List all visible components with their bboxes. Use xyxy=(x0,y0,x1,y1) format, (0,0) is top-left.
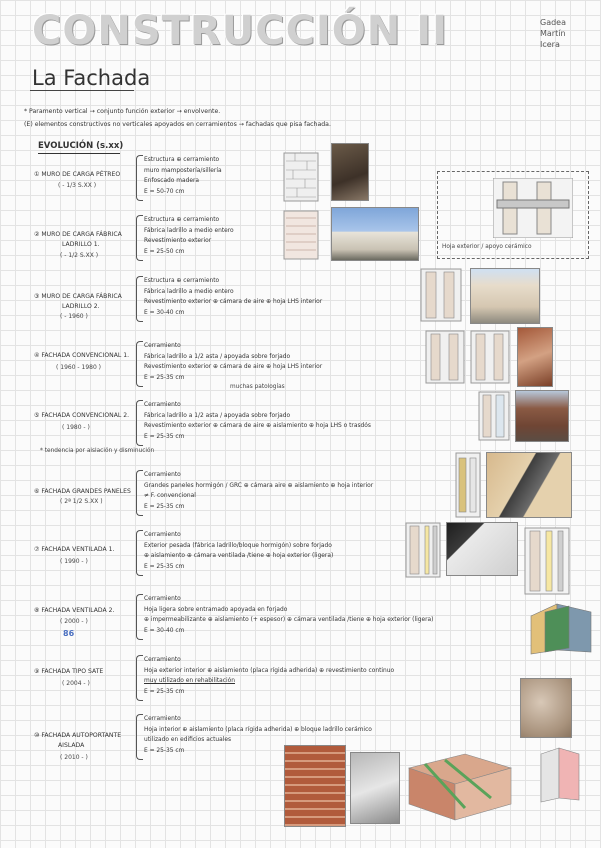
item-1-desc xyxy=(144,155,222,197)
item-10-photo-1 xyxy=(284,745,346,827)
item-2-brace xyxy=(136,215,143,261)
item-2-desc xyxy=(144,215,234,257)
item-9-dates: ( 2004 - ) xyxy=(62,680,90,687)
item-8-3d-drawing xyxy=(527,600,595,656)
item-4-photo xyxy=(517,327,553,387)
evolution-underline xyxy=(38,153,120,154)
item-9-desc-4: E = 25-35 cm xyxy=(144,688,185,695)
item-5-desc xyxy=(144,400,371,442)
item-10-desc-4: E = 25-35 cm xyxy=(144,747,185,754)
callout-section-drawing xyxy=(493,178,573,238)
item-6-label: ⑥ FACHADA GRANDES PANELES xyxy=(34,488,131,495)
item-6-desc-4: E = 25-35 cm xyxy=(144,503,185,510)
item-6-desc-3: ≠ F. convencional xyxy=(144,493,196,499)
item-2-label: ② MURO DE CARGA FÁBRICA xyxy=(34,231,122,238)
item-8-mark: 86 xyxy=(63,629,75,638)
item-2-desc-3: Revestimiento exterior xyxy=(144,238,212,244)
item-7-dates: ( 1990 - ) xyxy=(60,558,88,565)
item-1-section-drawing xyxy=(283,152,319,202)
item-10-desc-1: Cerramiento xyxy=(144,716,181,722)
item-5-label: ⑤ FACHADA CONVENCIONAL 2. xyxy=(34,412,130,419)
item-4-desc-1: Cerramiento xyxy=(144,343,181,349)
item-7-desc-3: ⊕ aislamiento ⊕ cámara ventilada /tiene ⊕ hoja exterior (ligera) xyxy=(144,553,334,559)
item-9-photo xyxy=(520,678,572,738)
item-10-brace xyxy=(136,714,143,760)
item-5-dates: ( 1980 - ) xyxy=(62,424,90,431)
item-6-section-drawing xyxy=(455,452,481,518)
item-2-photo xyxy=(331,207,419,261)
item-6-desc-2: Grandes paneles hormigón / GRC ⊕ cámara aire ⊕ aislamiento ⊕ hoja interior xyxy=(144,482,374,489)
item-10-dates: ( 2010 - ) xyxy=(60,754,88,761)
item-2-dates: ( - 1/2 S.XX ) xyxy=(60,252,99,259)
item-6-desc-1: Cerramiento xyxy=(144,472,181,478)
item-3-desc-2: Fábrica ladrillo a medio entero xyxy=(144,288,234,295)
item-4-section-drawing-2 xyxy=(470,330,510,384)
item-4-note: muchas patologías xyxy=(230,384,285,390)
item-2-label-2: LADRILLO 1. xyxy=(62,241,100,248)
item-2-section-drawing xyxy=(283,210,319,260)
item-4-section-drawing-1 xyxy=(425,330,465,384)
evolution-heading: EVOLUCIÓN (s.xx) xyxy=(38,141,124,151)
item-9-desc-2: Hoja exterior interior ⊕ aislamiento (placa rígida adherida) ⊕ revestimiento continuo xyxy=(144,667,395,674)
item-9-desc-3: muy utilizado en rehabilitación xyxy=(144,678,235,684)
item-1-desc-2: muro mampostería/sillería xyxy=(144,167,222,174)
item-4-desc-2: Fábrica ladrillo a 1/2 asta / apoyada sobre forjado xyxy=(144,353,291,360)
item-7-photo xyxy=(446,522,518,576)
item-9-desc-1: Cerramiento xyxy=(144,657,181,663)
item-10-desc-2: Hoja interior ⊕ aislamiento (placa rígida adherida) ⊕ bloque ladrillo cerámico xyxy=(144,726,372,733)
item-7-desc-4: E = 25-35 cm xyxy=(144,563,185,570)
item-8-desc-2: Hoja ligera sobre entramado apoyada en forjado xyxy=(144,606,288,613)
item-4-dates: ( 1960 - 1980 ) xyxy=(56,364,102,371)
item-5-desc-4: E = 25-35 cm xyxy=(144,433,185,440)
author-line-3: Icera xyxy=(540,40,560,49)
item-8-desc-1: Cerramiento xyxy=(144,596,181,602)
item-1-brace xyxy=(136,155,143,201)
callout-note: Hoja exterior / apoyo cerámico xyxy=(442,244,532,250)
item-1-desc-1: Estructura ⊕ cerramiento xyxy=(144,157,220,163)
item-3-desc-3: Revestimiento exterior ⊕ cámara de aire ⊕ hoja LHS interior xyxy=(144,299,323,305)
item-1-desc-4: E = 50-70 cm xyxy=(144,188,185,195)
item-3-brace xyxy=(136,276,143,322)
subtitle-underline xyxy=(30,90,134,91)
item-2-desc-4: E = 25-50 cm xyxy=(144,248,185,255)
item-5-desc-2: Fábrica ladrillo a 1/2 asta / apoyada sobre forjado xyxy=(144,412,291,419)
item-4-desc-3: Revestimiento exterior ⊕ cámara de aire ⊕ hoja LHS interior xyxy=(144,364,323,370)
item-7-label: ⑦ FACHADA VENTILADA 1. xyxy=(34,546,115,553)
item-3-section-drawing xyxy=(420,268,462,322)
item-7-desc-1: Cerramiento xyxy=(144,532,181,538)
item-5-desc-3: Revestimiento exterior ⊕ cámara de aire ⊕ aislamiento ⊕ hoja LHS o trasdós xyxy=(144,423,371,429)
item-4-label: ④ FACHADA CONVENCIONAL 1. xyxy=(34,352,130,359)
item-6-brace xyxy=(136,470,143,516)
item-4-desc xyxy=(144,341,322,383)
item-7-desc xyxy=(144,530,333,572)
item-10-photo-2 xyxy=(350,752,400,824)
item-3-dates: ( - 1960 ) xyxy=(60,313,88,320)
item-4-brace xyxy=(136,341,143,387)
item-2-desc-2: Fábrica ladrillo a medio entero xyxy=(144,227,234,234)
item-8-desc-4: E = 30-40 cm xyxy=(144,627,185,634)
item-7-brace xyxy=(136,530,143,576)
item-10-3d-drawing xyxy=(405,750,515,822)
item-10-desc-3: utilizado en edificios actuales xyxy=(144,737,232,743)
author-line-1: Gadea xyxy=(540,18,567,27)
item-1-desc-3: Enfoscado madera xyxy=(144,178,200,184)
item-8-label: ⑧ FACHADA VENTILADA 2. xyxy=(34,607,115,614)
item-3-desc-4: E = 30-40 cm xyxy=(144,309,185,316)
item-7-section-drawing xyxy=(405,522,441,578)
item-1-dates: ( - 1/3 S.XX ) xyxy=(58,182,97,189)
item-8-brace xyxy=(136,594,143,640)
item-10-label: ⑩ FACHADA AUTOPORTANTE xyxy=(34,732,122,739)
item-3-photo xyxy=(470,268,540,324)
item-6-dates: ( 2ª 1/2 S.XX ) xyxy=(60,498,103,505)
item-8-desc xyxy=(144,594,433,636)
item-3-label-2: LADRILLO 2. xyxy=(62,303,100,310)
intro-line-2: (E) elementos constructivos no verticales apoyados en cerramientos → fachadas que pisa fachada. xyxy=(24,121,331,128)
item-4-desc-4: E = 25-35 cm xyxy=(144,374,185,381)
item-5-desc-1: Cerramiento xyxy=(144,402,181,408)
item-1-label: ① MURO DE CARGA PÉTREO xyxy=(34,171,121,178)
item-10-label-2: AISLADA xyxy=(58,742,85,749)
item-8-desc-3: ⊕ impermeabilizante ⊕ aislamiento (+ espesor) ⊕ cámara ventilada /tiene ⊕ hoja exterior (ligera) xyxy=(144,617,434,623)
item-6-photo xyxy=(486,452,572,518)
item-5-brace xyxy=(136,400,143,446)
item-1-photo xyxy=(331,143,369,201)
item-9-desc xyxy=(144,655,394,697)
author-line-2: Martín xyxy=(540,29,566,38)
evolution-aside-note: * tendencia por aislación y disminución xyxy=(40,448,155,454)
page-title: CONSTRUCCIÓN II xyxy=(32,8,448,54)
item-3-desc xyxy=(144,276,322,318)
item-5-photo xyxy=(515,390,569,442)
item-7-desc-2: Exterior pesada (fábrica ladrillo/bloque hormigón) sobre forjado xyxy=(144,542,332,549)
item-9-brace xyxy=(136,655,143,701)
item-7-detail-drawing xyxy=(524,527,570,595)
item-6-desc xyxy=(144,470,373,512)
item-10-section-drawing xyxy=(535,744,585,804)
page-subtitle: La Fachada xyxy=(32,66,151,90)
item-9-label: ⑨ FACHADA TIPO SATE xyxy=(34,668,104,675)
item-3-desc-1: Estructura ⊕ cerramiento xyxy=(144,278,220,284)
item-3-label: ③ MURO DE CARGA FÁBRICA xyxy=(34,293,122,300)
item-5-section-drawing xyxy=(478,391,510,441)
item-2-desc-1: Estructura ⊕ cerramiento xyxy=(144,217,220,223)
item-8-dates: ( 2000 - ) xyxy=(60,618,88,625)
intro-line-1: * Paramento vertical → conjunto función exterior → envolvente. xyxy=(24,108,221,115)
